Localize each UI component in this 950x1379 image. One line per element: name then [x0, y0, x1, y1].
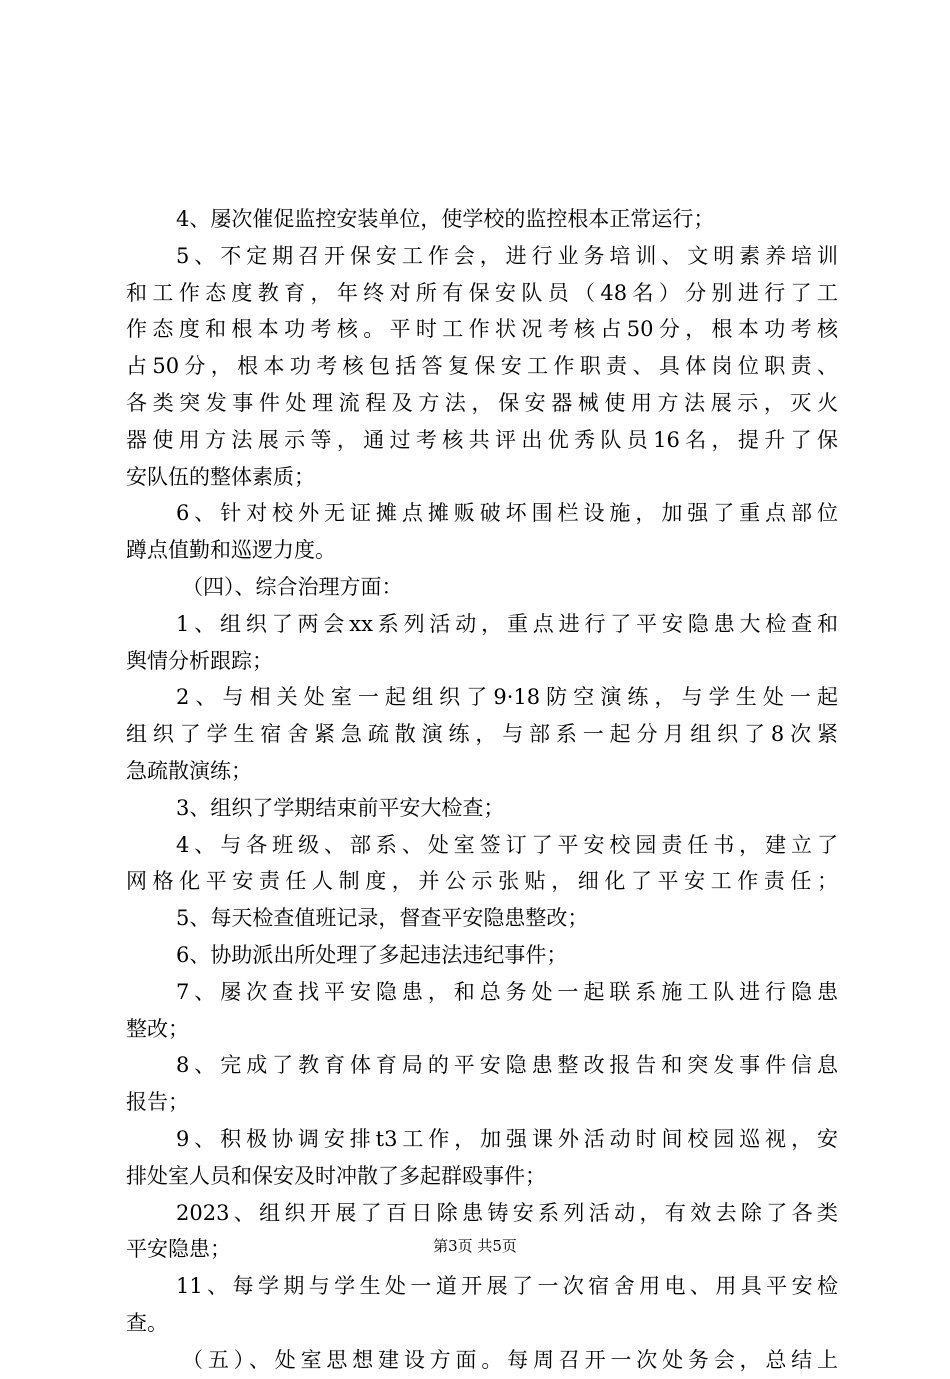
paragraph-line: 组织了学生宿舍紧急疏散演练，与部系一起分月组织了8次紧: [126, 722, 838, 747]
paragraph-line: 查。: [126, 1310, 168, 1335]
paragraph-line: 3、组织了学期结束前平安大检查；: [176, 795, 505, 820]
paragraph-line: 4、与各班级、部系、处室签订了平安校园责任书，建立了: [176, 832, 838, 857]
paragraph-line: 器使用方法展示等，通过考核共评出优秀队员16名，提升了保: [126, 427, 838, 452]
section-heading: （四）、综合治理方面：: [182, 574, 403, 599]
paragraph-line: 平安隐患；: [126, 1237, 231, 1262]
paragraph-line: 作态度和根本功考核。平时工作状况考核占50分，根本功考核: [126, 317, 838, 342]
page-number-footer: 第3页 共5页: [433, 1237, 517, 1255]
paragraph-line: 8、完成了教育体育局的平安隐患整改报告和突发事件信息: [176, 1053, 838, 1078]
paragraph-line: 和工作态度教育，年终对所有保安队员（48名）分别进行了工: [126, 280, 838, 305]
paragraph-line: 急疏散演练；: [126, 758, 252, 783]
paragraph-line: 2023、组织开展了百日除患铸安系列活动，有效去除了各类: [176, 1200, 838, 1225]
paragraph-line: 11、每学期与学生处一道开展了一次宿舍用电、用具平安检: [176, 1274, 838, 1299]
paragraph-line: 2、与相关处室一起组织了9·18防空演练，与学生处一起: [176, 685, 838, 710]
paragraph-line: 网格化平安责任人制度，并公示张贴，细化了平安工作责任；: [126, 869, 838, 894]
paragraph-line: 5、不定期召开保安工作会，进行业务培训、文明素养培训: [176, 243, 838, 268]
paragraph-line: 9、积极协调安排t3工作，加强课外活动时间校园巡视，安: [176, 1126, 838, 1151]
paragraph-line: 各类突发事件处理流程及方法，保安器械使用方法展示，灭火: [126, 390, 838, 415]
paragraph-line: 安队伍的整体素质；: [126, 464, 315, 489]
paragraph-line: 舆情分析跟踪；: [126, 648, 273, 673]
paragraph-line: 4、屡次催促监控安装单位，使学校的监控根本正常运行；: [176, 207, 715, 231]
section-heading: （五）、处室思想建设方面。每周召开一次处务会，总结上: [182, 1347, 838, 1372]
paragraph-line: 蹲点值勤和巡逻力度。: [126, 538, 336, 563]
paragraph-line: 7、屡次查找平安隐患，和总务处一起联系施工队进行隐患: [176, 979, 838, 1004]
document-body: [126, 201, 838, 1379]
paragraph-line: 占50分，根本功考核包括答复保安工作职责、具体岗位职责、: [126, 354, 838, 379]
paragraph-line: 排处室人员和保安及时冲散了多起群殴事件；: [126, 1163, 546, 1188]
paragraph-line: 5、每天检查值班记录，督查平安隐患整改；: [176, 906, 589, 931]
paragraph-line: 报告；: [126, 1090, 189, 1115]
paragraph-line: 6、协助派出所处理了多起违法违纪事件；: [176, 942, 568, 967]
paragraph-line: 整改；: [126, 1016, 189, 1041]
paragraph-line: 6、针对校外无证摊点摊贩破坏围栏设施，加强了重点部位: [176, 501, 838, 526]
paragraph-line: 1、组织了两会xx系列活动，重点进行了平安隐患大检查和: [176, 611, 838, 636]
